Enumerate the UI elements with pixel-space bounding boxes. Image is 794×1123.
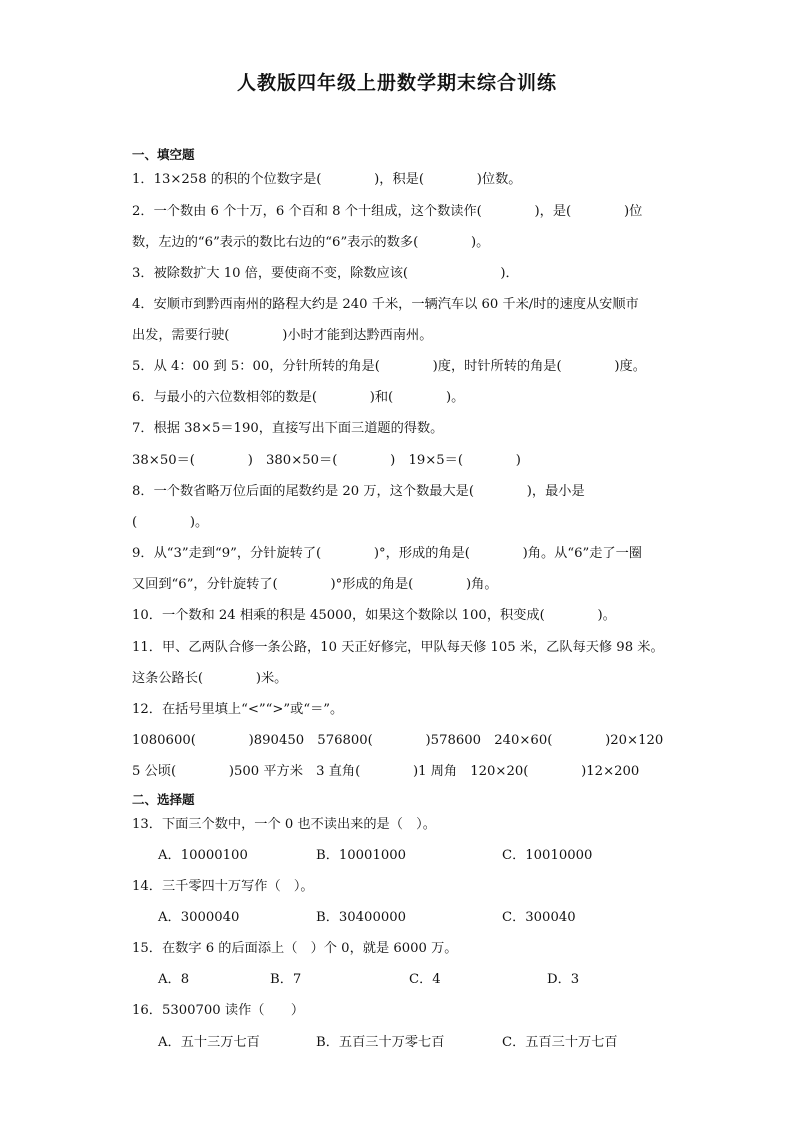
question-3: 3．被除数扩大 10 倍，要使商不变，除数应该( )． — [132, 266, 519, 281]
question-7: 7．根据 38×5＝190，直接写出下面三道题的得数。 — [132, 421, 444, 436]
question-15-option-d: D．3 — [547, 972, 580, 987]
question-1: 1．13×258 的积的个位数字是( )，积是( )位数。 — [132, 172, 522, 187]
question-9-line-1: 9．从“3”走到“9”，分针旋转了( )°，形成的角是( )角。从“6”走了一圈 — [132, 546, 642, 561]
question-8-line-1: 8．一个数省略万位后面的尾数约是 20 万，这个数最大是( )，最小是 — [132, 484, 585, 499]
section-heading-fill-blank: 一、填空题 — [132, 147, 195, 162]
section-heading-choice: 二、选择题 — [132, 792, 195, 807]
question-11-line-2: 这条公路长( )米。 — [132, 671, 288, 686]
question-14-option-b: B．30400000 — [316, 910, 407, 925]
question-7-subitems: 38×50＝( ) 380×50＝( ) 19×5＝( ) — [132, 453, 521, 468]
question-4-line-1: 4．安顺市到黔西南州的路程大约是 240 千米，一辆汽车以 60 千米/时的速度从安顺市 — [132, 297, 639, 312]
question-13: 13．下面三个数中，一个 0 也不读出来的是（ ）。 — [132, 817, 436, 832]
question-16-option-b: B．五百三十万零七百 — [316, 1035, 445, 1050]
question-12-row-2: 5 公顷( )500 平方米 3 直角( )1 周角 120×20( )12×200 — [132, 764, 640, 779]
question-15-option-b: B．7 — [270, 972, 302, 987]
question-16-option-c: C．五百三十万七百 — [502, 1035, 618, 1050]
question-8-line-2: ( )。 — [132, 515, 209, 530]
question-13-option-c: C．10010000 — [502, 848, 593, 863]
question-11-line-1: 11．甲、乙两队合修一条公路，10 天正好修完，甲队每天修 105 米，乙队每天修 98 米。 — [132, 640, 664, 655]
question-14: 14．三千零四十万写作（ ）。 — [132, 879, 314, 894]
question-9-line-2: 又回到“6”，分针旋转了( )°形成的角是( )角。 — [132, 577, 498, 592]
question-12: 12．在括号里填上“<”“>”或“＝”。 — [132, 702, 344, 717]
question-13-option-b: B．10001000 — [316, 848, 407, 863]
question-16-option-a: A．五十三万七百 — [158, 1035, 260, 1050]
question-13-option-a: A．10000100 — [158, 848, 248, 863]
question-2-line-1: 2．一个数由 6 个十万，6 个百和 8 个十组成，这个数读作( )，是( )位 — [132, 204, 643, 219]
page-title: 人教版四年级上册数学期末综合训练 — [236, 72, 557, 94]
question-6: 6．与最小的六位数相邻的数是( )和( )。 — [132, 390, 465, 405]
question-16: 16．5300700 读作（ ） — [132, 1003, 305, 1018]
question-4-line-2: 出发，需要行驶( )小时才能到达黔西南州。 — [132, 328, 433, 343]
question-5: 5．从 4：00 到 5：00，分针所转的角是( )度，时针所转的角是( )度。 — [132, 359, 646, 374]
question-15-option-c: C．4 — [409, 972, 441, 987]
question-15-option-a: A．8 — [158, 972, 190, 987]
question-14-option-c: C．300040 — [502, 910, 576, 925]
question-14-option-a: A．3000040 — [158, 910, 240, 925]
question-2-line-2: 数，左边的“6”表示的数比右边的“6”表示的数多( )。 — [132, 235, 490, 250]
question-15: 15．在数字 6 的后面添上（ ）个 0，就是 6000 万。 — [132, 941, 458, 956]
question-12-row-1: 1080600( )890450 576800( )578600 240×60( )20×120 — [132, 733, 664, 748]
question-10: 10．一个数和 24 相乘的积是 45000，如果这个数除以 100，积变成( )。 — [132, 608, 616, 623]
